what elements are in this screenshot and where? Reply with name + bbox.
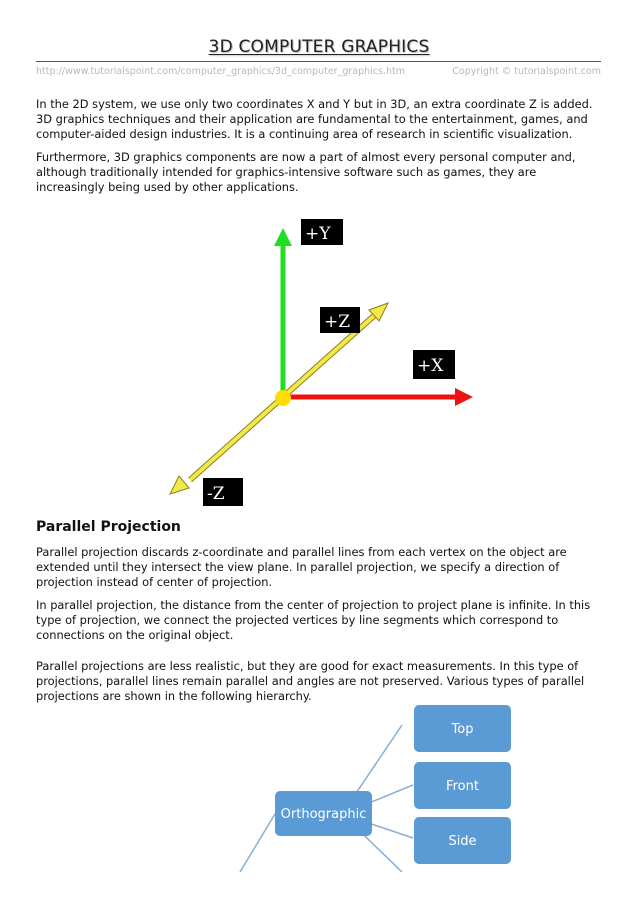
connector-parent	[240, 814, 275, 872]
z-axis-negative-arrowhead	[170, 476, 189, 494]
intro-paragraph-2: Furthermore, 3D graphics components are now a part of almost every personal computer and, although traditionally intended for graphics-intensive software such as games, they are increasingly being used by other applications.	[36, 150, 576, 194]
y-axis-arrowhead	[274, 228, 292, 246]
section-heading-parallel-projection: Parallel Projection	[36, 519, 181, 535]
parallel-paragraph-1: Parallel projection discards z-coordinate and parallel lines from each vertex on the object are extended until they intersect the view plane. In parallel projection, we specify a direction of projection instead of center of projection.	[36, 545, 567, 589]
node-front-label: Front	[446, 779, 479, 794]
origin-point	[275, 390, 291, 406]
parallel-paragraph-3: Parallel projections are less realistic, but they are good for exact measurements. In this type of projections, parallel lines remain parallel and angles are not preserved. Various types of parallel projections are shown in the following hierarchy.	[36, 659, 585, 703]
page-title: 3D COMPUTER GRAPHICS	[208, 37, 430, 57]
pos-z-label: +Z	[324, 312, 351, 332]
node-top-label: Top	[451, 722, 474, 737]
pos-x-label: +X	[417, 356, 444, 376]
node-side-label: Side	[448, 834, 477, 849]
neg-z-label: -Z	[207, 484, 225, 504]
x-axis-arrowhead	[455, 388, 473, 406]
projection-hierarchy-diagram	[130, 700, 530, 872]
source-url[interactable]: http://www.tutorialspoint.com/computer_graphics/3d_computer_graphics.htm	[36, 66, 405, 77]
intro-paragraph-1: In the 2D system, we use only two coordinates X and Y but in 3D, an extra coordinate Z is added. 3D graphics techniques and their application are fundamental to the entertainment, games, and computer-aided design industries. It is a continuing area of research in scientific visualization.	[36, 97, 593, 141]
axes-figure	[160, 210, 490, 515]
header-divider	[36, 61, 601, 62]
parallel-paragraph-2: In parallel projection, the distance from the center of projection to project plane is infinite. In this type of projection, we connect the projected vertices by line segments which correspond to connections on the original object.	[36, 598, 591, 642]
copyright-notice: Copyright © tutorialspoint.com	[452, 66, 601, 77]
pos-y-label: +Y	[305, 224, 331, 244]
node-orthographic-label: Orthographic	[280, 807, 367, 822]
